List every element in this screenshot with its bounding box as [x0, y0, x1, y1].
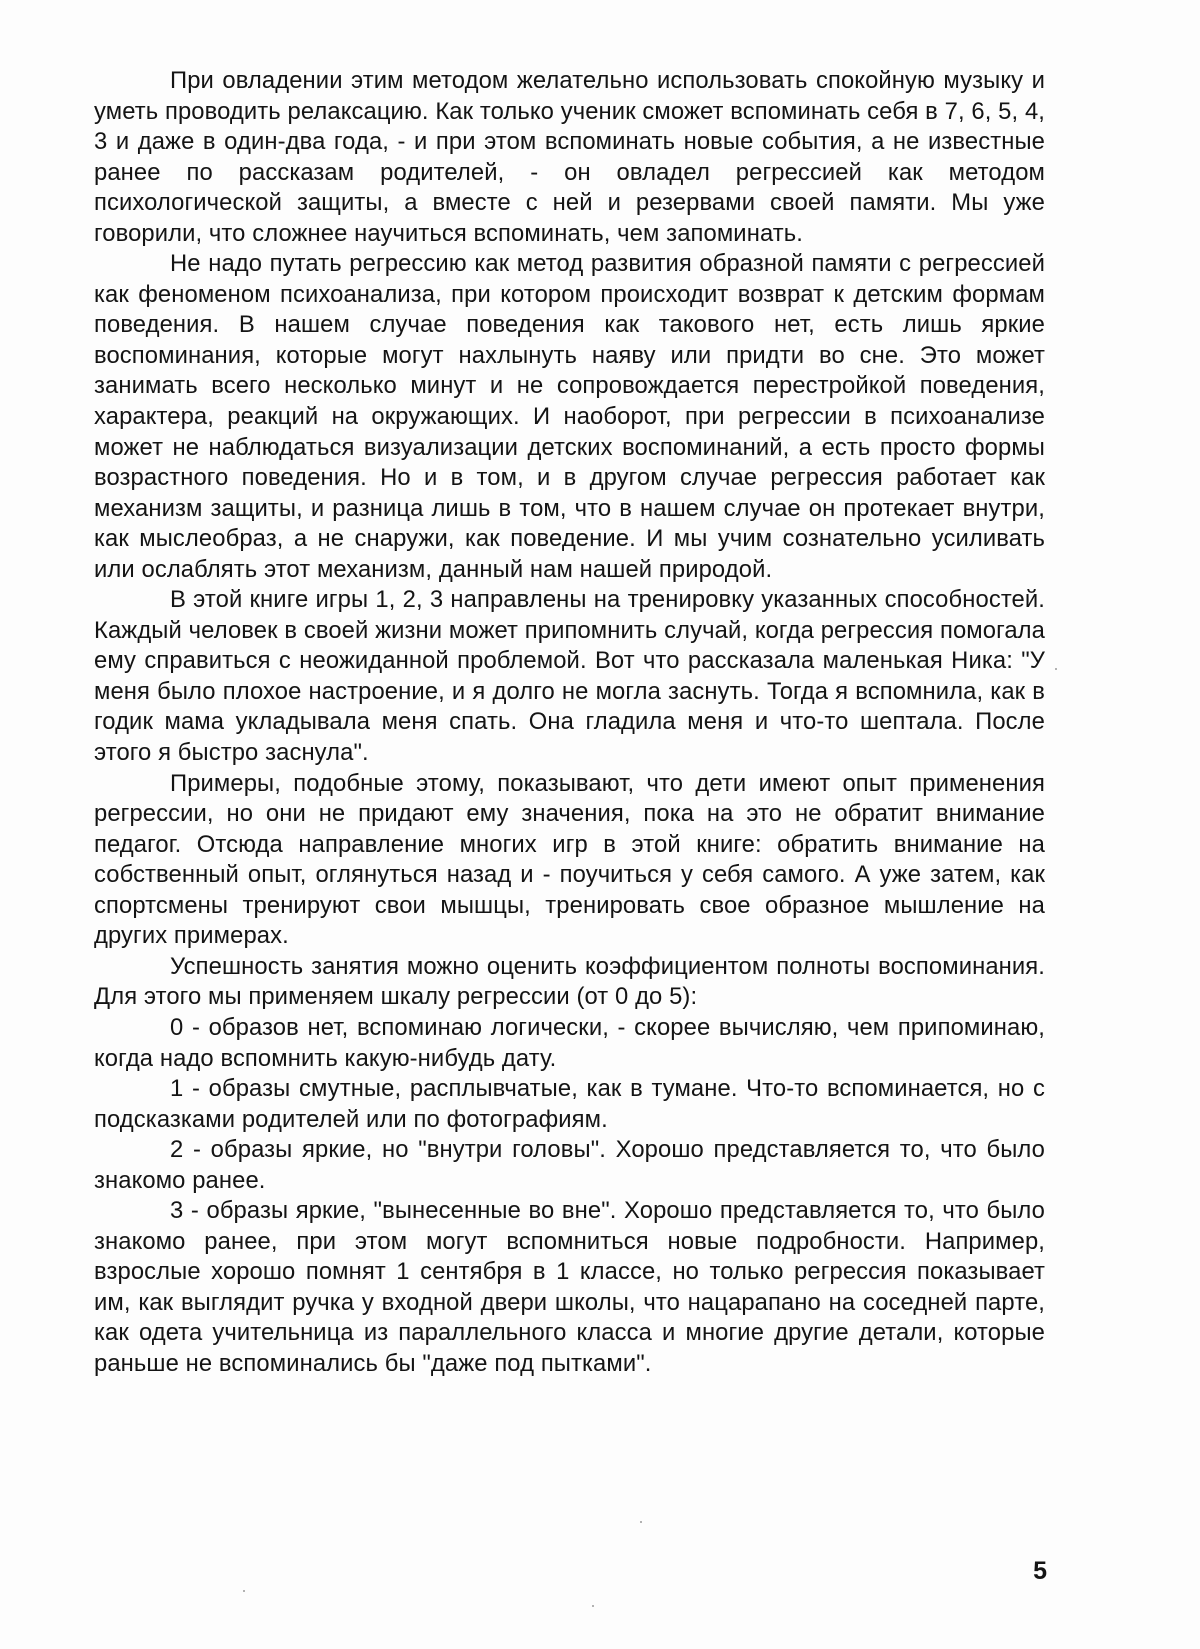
body-text	[94, 66, 1045, 1380]
paragraph-regression-vs-psychoanalysis: Не надо путать регрессию как метод развития образной памяти с регрессией как феноменом психоанализа, при котором происходит возврат к детским формам поведения. В нашем случае поведения как такового нет, есть лишь яркие воспоминания, которые могут нахлынуть наяву или придти во сне. Это может занимать всего несколько минут и не сопровождается перестройкой поведения, характера, реакций на окружающих. И наоборот, при регрессии в психоанализе может не наблюдаться визуализации детских воспоминаний, а есть просто формы возрастного поведения. Но и в том, и в другом случае регрессия работает как механизм защиты, и разница лишь в том, что в нашем случае он протекает внутри, как мыслеобраз, а не снаружи, как поведение. И мы учим сознательно усиливать или ослаблять этот механизм, данный нам нашей природой.	[94, 249, 1045, 585]
paragraph-regression-scale-intro: Успешность занятия можно оценить коэффициентом полноты воспоминания. Для этого мы применяем шкалу регрессии (от 0 до 5):	[94, 952, 1045, 1013]
scan-speck	[592, 1605, 594, 1607]
paragraph-examples: Примеры, подобные этому, показывают, что дети имеют опыт применения регрессии, но они не придают ему значения, пока на это не обратит внимание педагог. Отсюда направление многих игр в этой книге: обратить внимание на собственный опыт, оглянуться назад и - поучиться у себя самого. А уже затем, как спортсмены тренируют свои мышцы, тренировать свое образное мышление на других примерах.	[94, 769, 1045, 952]
scale-item-3: 3 - образы яркие, "вынесенные во вне". Хорошо представляется то, что было знакомо ранее, при этом могут вспомниться новые подробности. Например, взрослые хорошо помнят 1 сентября в 1 классе, но только регрессия показывает им, как выглядит ручка у входной двери школы, что нацарапано на соседней парте, как одета учительница из параллельного класса и многие другие детали, которые раньше не вспоминались бы "даже под пытками".	[94, 1196, 1045, 1379]
scan-speck	[243, 1590, 245, 1592]
paragraph-games-nika-story: В этой книге игры 1, 2, 3 направлены на тренировку указанных способностей. Каждый человек в своей жизни может припомнить случай, когда регрессия помогала ему справиться с неожиданной проблемой. Вот что рассказала маленькая Ника: "У меня было плохое настроение, и я долго не могла заснуть. Тогда я вспомнила, как в годик мама укладывала меня спать. Она гладила меня и что-то шептала. После этого я быстро заснула".	[94, 585, 1045, 768]
scale-item-2: 2 - образы яркие, но "внутри головы". Хорошо представляется то, что было знакомо ранее.	[94, 1135, 1045, 1196]
document-page	[0, 0, 1200, 1649]
scan-speck	[1055, 668, 1057, 670]
paragraph-method-mastery: При овладении этим методом желательно использовать спокойную музыку и уметь проводить релаксацию. Как только ученик сможет вспоминать себя в 7, 6, 5, 4, 3 и даже в один-два года, - и при этом вспоминать новые события, а не известные ранее по рассказам родителей, - он овладел регрессией как методом психологической защиты, а вместе с ней и резервами своей памяти. Мы уже говорили, что сложнее научиться вспоминать, чем запоминать.	[94, 66, 1045, 249]
scale-item-0: 0 - образов нет, вспоминаю логически, - скорее вычисляю, чем припоминаю, когда надо вспомнить какую-нибудь дату.	[94, 1013, 1045, 1074]
scan-speck	[640, 1521, 642, 1523]
scale-item-1: 1 - образы смутные, расплывчатые, как в тумане. Что-то вспоминается, но с подсказками родителей или по фотографиям.	[94, 1074, 1045, 1135]
page-number: 5	[1023, 1556, 1047, 1586]
